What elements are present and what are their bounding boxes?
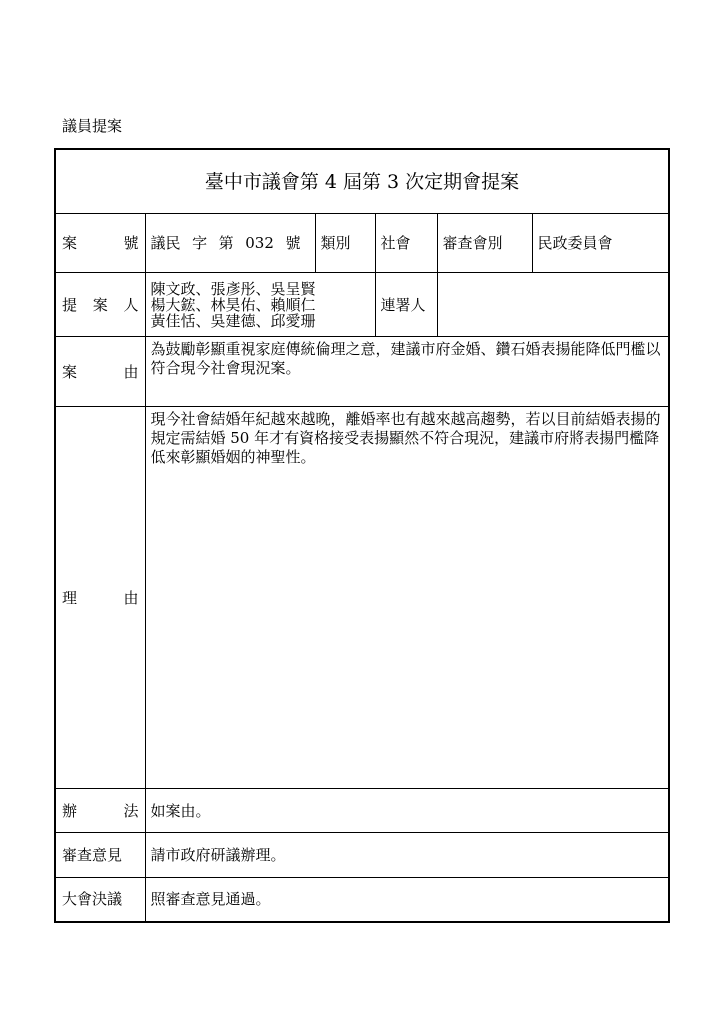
method-label: 辦 法 xyxy=(55,789,145,833)
proposal-form-table xyxy=(54,148,670,923)
reason-label: 理 由 xyxy=(55,407,145,789)
method-text: 如案由。 xyxy=(145,789,669,833)
subject-label: 案 由 xyxy=(55,337,145,407)
case-number-label: 案 號 xyxy=(55,214,145,273)
category-label: 類別 xyxy=(315,214,375,273)
subject-row xyxy=(55,337,669,407)
category-value: 社會 xyxy=(375,214,437,273)
method-row xyxy=(55,789,669,833)
proposer-row xyxy=(55,273,669,337)
resolution-label: 大會決議 xyxy=(55,878,145,922)
reason-text: 現今社會結婚年紀越來越晚，離婚率也有越來越高趨勢，若以目前結婚表揚的規定需結婚 50 年才有資格接受表揚顯然不符合現況，建議市府將表揚門檻降低來彰顯婚姻的神聖性。 xyxy=(145,407,669,789)
review-committee-value: 民政委員會 xyxy=(532,214,669,273)
form-title: 臺中市議會第 4 屆第 3 次定期會提案 xyxy=(55,149,669,214)
proposer-line: 黃佳恬、吳建德、邱愛珊 xyxy=(150,311,316,330)
proposer-line: 楊大鋐、林昊佑、賴順仁 xyxy=(150,295,316,314)
resolution-text: 照審查意見通過。 xyxy=(145,878,669,922)
case-number-value: 議民 字 第 032 號 xyxy=(145,214,315,273)
resolution-row xyxy=(55,878,669,922)
proposer-label: 提 案 人 xyxy=(55,273,145,337)
subject-text: 為鼓勵彰顯重視家庭傳統倫理之意，建議市府金婚、鑽石婚表揚能降低門檻以符合現今社會現況案。 xyxy=(145,337,669,407)
proposer-names xyxy=(145,273,375,337)
cosigner-label: 連署人 xyxy=(375,273,437,337)
review-committee-label: 審查會別 xyxy=(437,214,532,273)
cosigner-value xyxy=(437,273,669,337)
document-header-label: 議員提案 xyxy=(62,117,123,135)
proposer-line: 陳文政、張彥彤、吳呈賢 xyxy=(150,279,316,298)
reason-row xyxy=(55,407,669,789)
case-number-row xyxy=(55,214,669,273)
review-opinion-row xyxy=(55,833,669,878)
review-opinion-text: 請市政府研議辦理。 xyxy=(145,833,669,878)
review-opinion-label: 審查意見 xyxy=(55,833,145,878)
title-row xyxy=(55,149,669,214)
